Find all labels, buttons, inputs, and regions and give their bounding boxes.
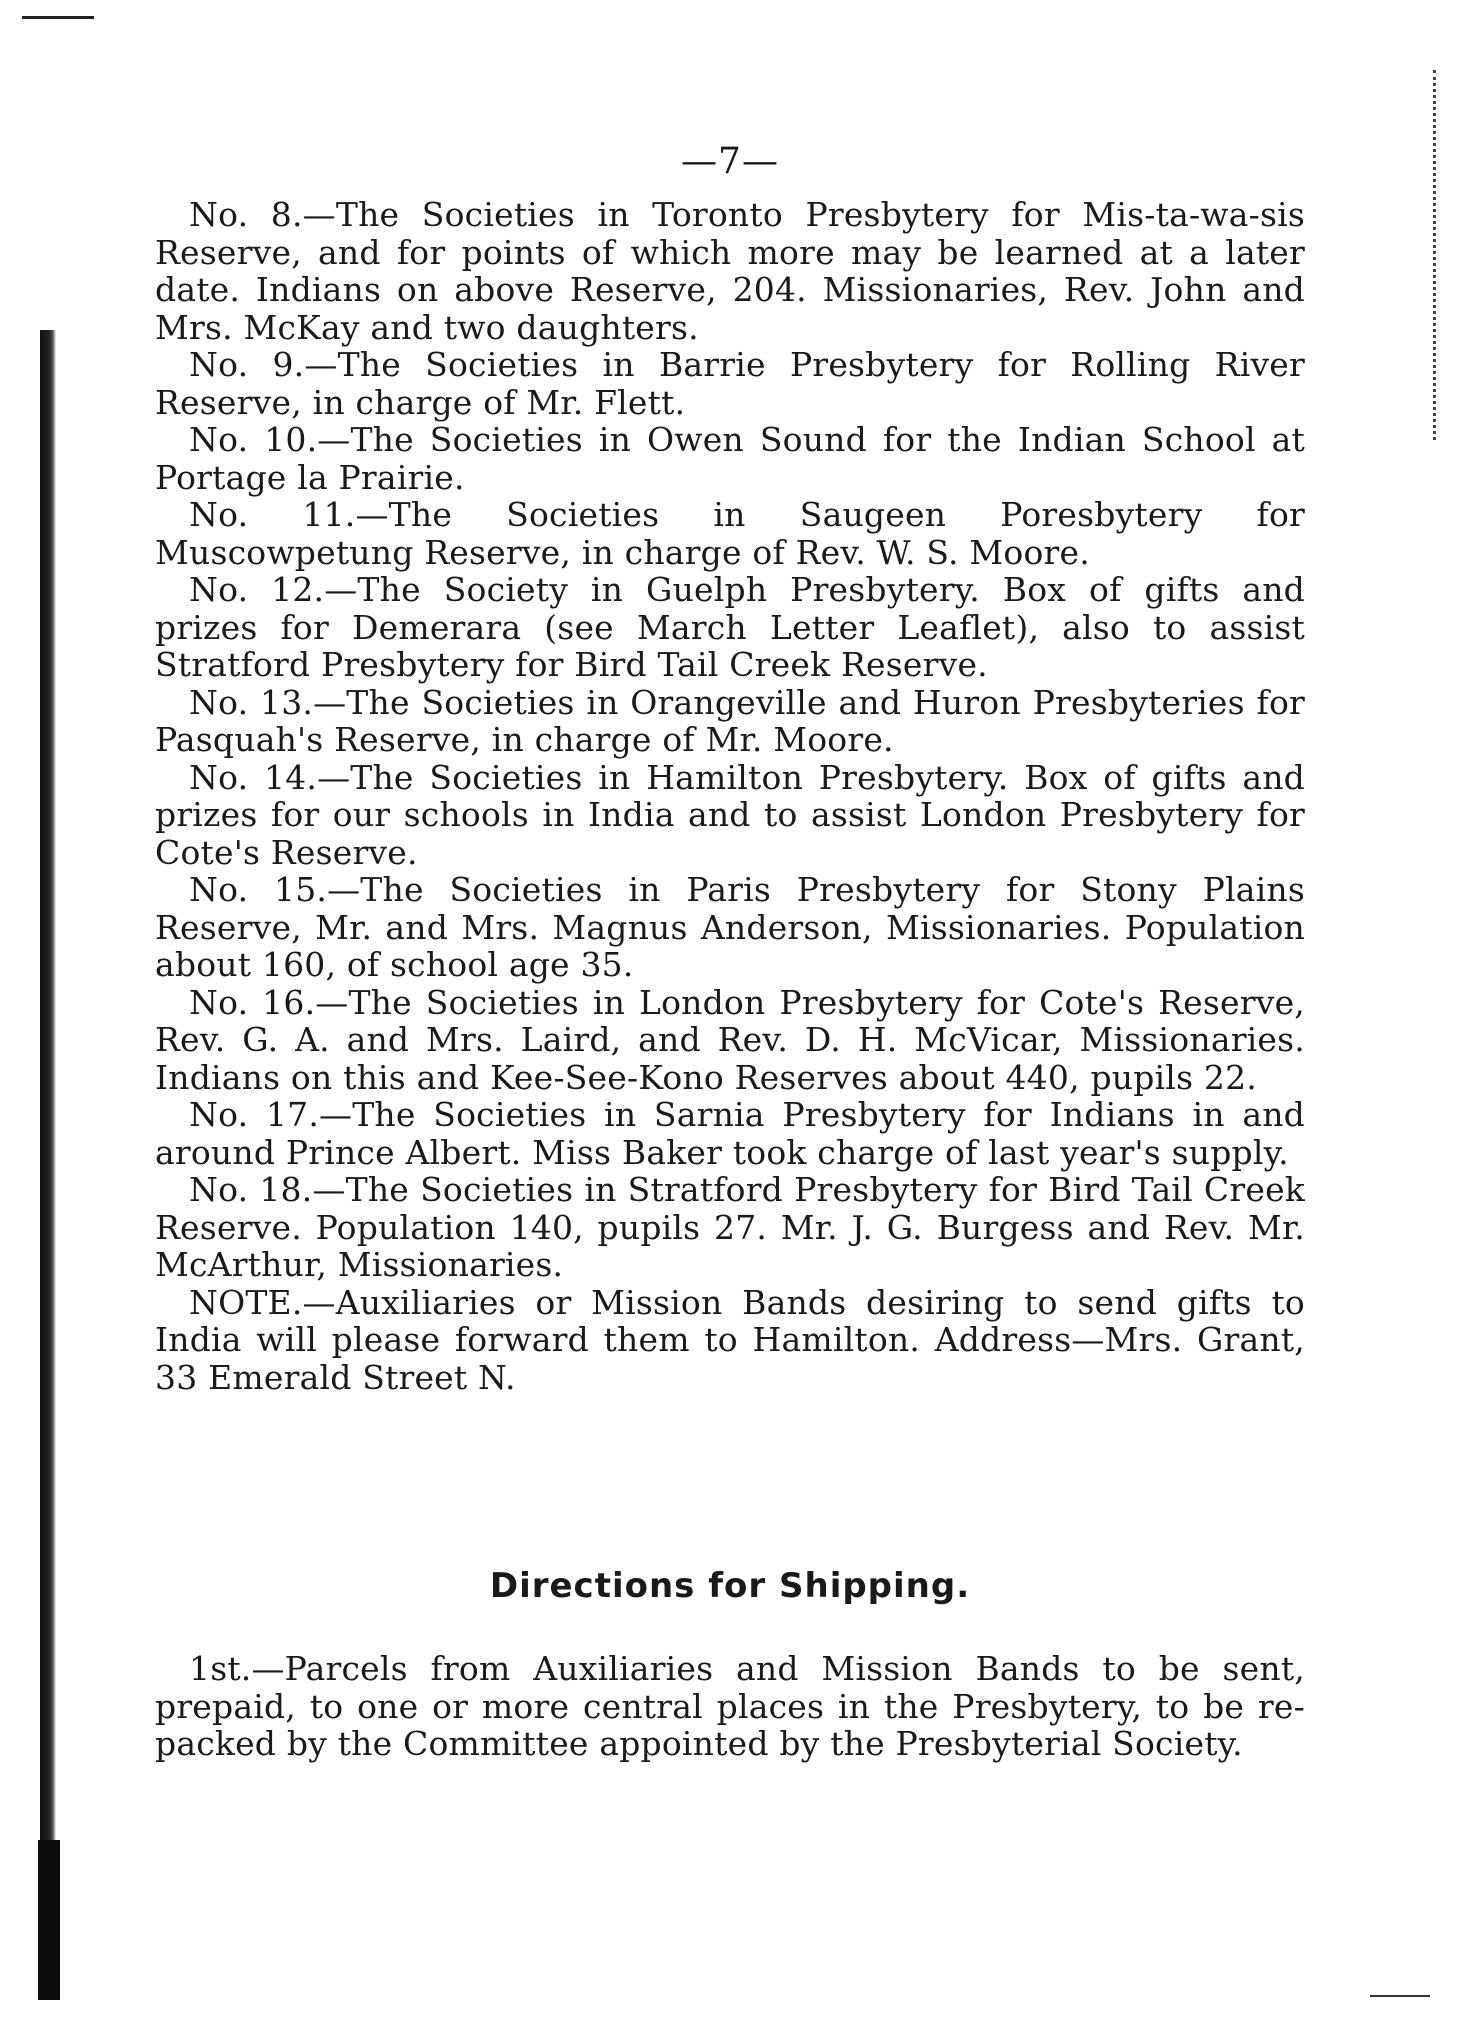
section-heading: Directions for Shipping. <box>489 1566 971 1606</box>
entry-no-10: No. 10.—The Societies in Owen Sound for the Indian School at Portage la Prairie. <box>155 420 1305 497</box>
margin-marks <box>1433 70 1450 440</box>
entry-no-18: No. 18.—The Societies in Stratford Presbytery for Bird Tail Creek Reserve. Population 140, pupils 27. Mr. J. G. Burgess and Rev. Mr. McArthur, Missionaries. <box>155 1170 1305 1284</box>
entry-no-15: No. 15.—The Societies in Paris Presbytery for Stony Plains Reserve, Mr. and Mrs. Magnus Anderson, Missionaries. Population about 160, of school age 35. <box>155 870 1305 984</box>
scan-rule-top <box>22 16 94 19</box>
entry-no-17: No. 17.—The Societies in Sarnia Presbytery for Indians in and around Prince Albert. Miss Baker took charge of last year's supply. <box>155 1095 1305 1172</box>
entry-no-9: No. 9.—The Societies in Barrie Presbytery for Rolling River Reserve, in charge of Mr. Flett. <box>155 345 1305 422</box>
entries-list <box>155 196 1305 1396</box>
entry-note: NOTE.—Auxiliaries or Mission Bands desiring to send gifts to India will please forward them to Hamilton. Address—Mrs. Grant, 33 Emerald Street N. <box>155 1282 1305 1397</box>
scan-rule-bottom <box>1370 1995 1430 1997</box>
entry-no-12: No. 12.—The Society in Guelph Presbytery. Box of gifts and prizes for Demerara (see March Letter Leaflet), also to assist Stratford Presbytery for Bird Tail Creek Reserve. <box>155 570 1305 684</box>
page-content <box>155 140 1305 1763</box>
direction-1st: 1st.—Parcels from Auxiliaries and Mission Bands to be sent, prepaid, to one or more central places in the Presbytery, to be re-packed by the Committee appointed by the Presbyterial Society. <box>155 1649 1305 1763</box>
binding-edge <box>40 330 56 1980</box>
entry-no-14: No. 14.—The Societies in Hamilton Presbytery. Box of gifts and prizes for our schools in India and to assist London Presbytery for Cote's Reserve. <box>155 757 1305 872</box>
binding-edge-bottom <box>38 1840 60 2000</box>
directions-list <box>155 1650 1305 1763</box>
entry-no-8: No. 8.—The Societies in Toronto Presbytery for Mis-ta-wa-sis Reserve, and for points of which more may be learned at a later date. Indians on above Reserve, 204. Missionaries, Rev. John and Mrs. McKay and two daughters. <box>155 195 1305 347</box>
entry-no-13: No. 13.—The Societies in Orangeville and Huron Presbyteries for Pasquah's Reserve, in charge of Mr. Moore. <box>155 682 1305 759</box>
entry-no-11: No. 11.—The Societies in Saugeen Poresbytery for Muscowpetung Reserve, in charge of Rev. W. S. Moore. <box>155 495 1305 572</box>
entry-no-16: No. 16.—The Societies in London Presbytery for Cote's Reserve, Rev. G. A. and Mrs. Laird, and Rev. D. H. McVicar, Missionaries. Indians on this and Kee-See-Kono Reserves about 440, pupils 22. <box>155 982 1305 1097</box>
page-number: —7— <box>681 141 779 182</box>
